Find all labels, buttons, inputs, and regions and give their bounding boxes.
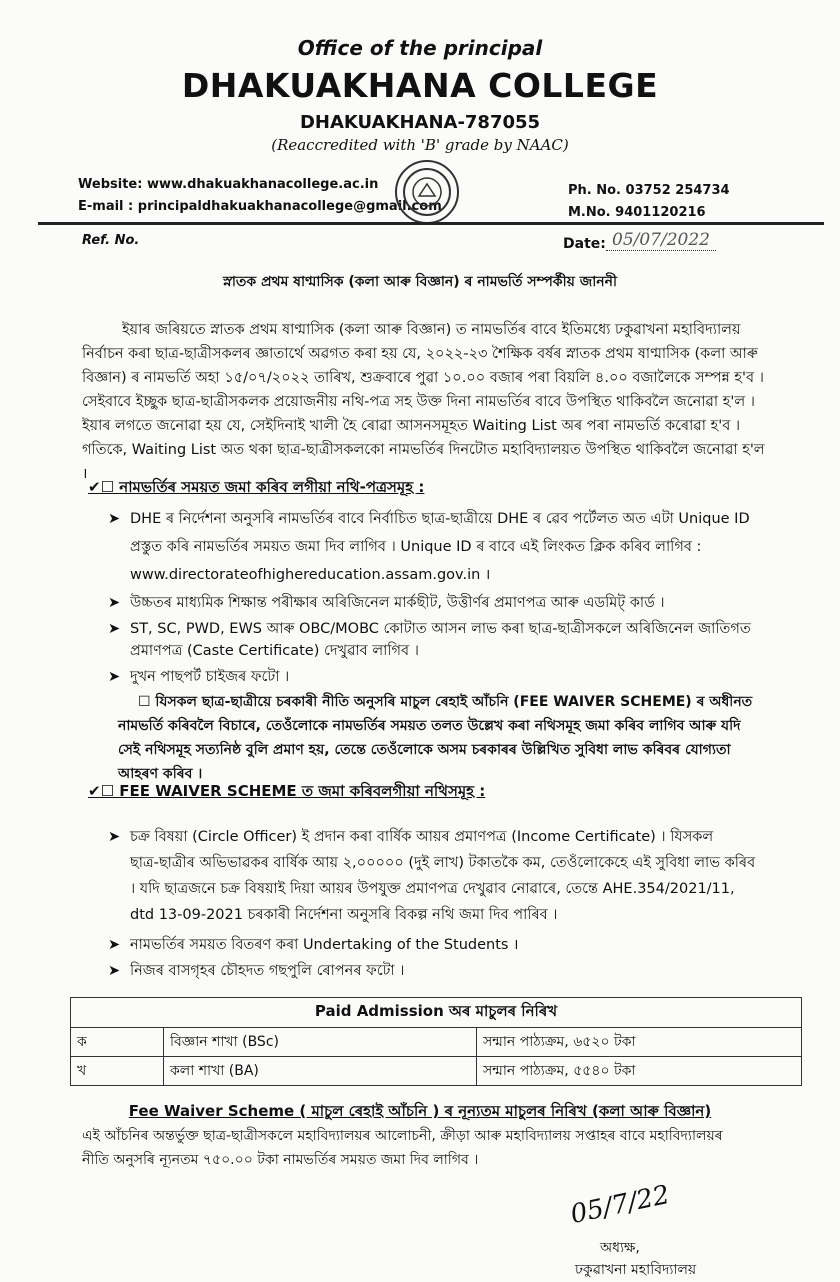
mobile-line: M.No. 9401120216 bbox=[568, 205, 706, 220]
arrow-bullet-icon: ➤ bbox=[108, 829, 121, 845]
date-label: Date: bbox=[563, 236, 606, 252]
intro-line: । bbox=[82, 466, 88, 482]
list-item: ➤ DHE ৰ নিৰ্দেশনা অনুসৰি নামভৰ্তিৰ বাবে নিৰ্বাচিত ছাত্ৰ-ছাত্ৰীয়ে DHE ৰ ৱেব পৰ্টেলত অত এটা Unique ID প্ৰস্তুত কৰি নামভৰ্তিৰ সময়ত জমা দিব লাগিব । Unique ID ৰ বাবে এই লিংকত ক্লিক কৰিব লাগিব : www.directorateofhighereducation.assam.gov.in । bbox=[108, 508, 808, 586]
list-item: ➤ চক্ৰ বিষয়া (Circle Officer) ই প্ৰদান কৰা বাৰ্ষিক আয়ৰ প্ৰমাণপত্ৰ (Income Certificate) । যিসকল ছাত্ৰ-ছাত্ৰীৰ অভিভাৱকৰ বাৰ্ষিক আয় ২,০০০০০ (দুই লাখ) টকাতকৈ কম, তেওঁলোকেহে এই সুবিধা লাভ কৰিব । যদি ছাত্ৰজনে চক্ৰ বিষয়াই দিয়া আয়ৰ উপযুক্ত প্ৰমাণপত্ৰ দেখুৱাব নোৱাৰে, তেন্তে AHE.354/2021/11, dtd 13-09-2021 চৰকাৰী নিৰ্দেশনা অনুসৰি বিকল্প নথি জমা দিব পাৰিব । bbox=[108, 826, 808, 926]
phone-line: Ph. No. 03752 254734 bbox=[568, 183, 730, 198]
notice-title: স্নাতক প্ৰথম ষাণ্মাসিক (কলা আৰু বিজ্ঞান) ৰ নামভৰ্তি সম্পৰ্কীয় জাননী bbox=[222, 274, 618, 290]
intro-line: ইয়াৰ জৰিয়তে স্নাতক প্ৰথম ষাণ্মাসিক (কলা আৰু বিজ্ঞান) ত নামভৰ্তিৰ বাবে ইতিমধ্যে ঢকুৱাখনা মহাবিদ্যালয় bbox=[122, 322, 741, 338]
table-row: খ কলা শাখা (BA) সন্মান পাঠ্যক্ৰম, ৫৫৪০ টকা bbox=[71, 1057, 802, 1086]
intro-paragraph bbox=[82, 318, 802, 486]
signature-designation: অধ্যক্ষ, bbox=[600, 1240, 640, 1256]
list-item: ➤ দুখন পাছপৰ্ট চাইজৰ ফটো । bbox=[108, 666, 808, 688]
intro-line: বিজ্ঞান) ৰ নামভৰ্তি অহা ১৫/০৭/২০২২ তাৰিখ, শুক্ৰবাৰে পুৱা ১০.০০ বজাৰ পৰা বিয়লি ৪.০০ বজালৈকে সম্পন্ন হ'ব । bbox=[82, 370, 764, 386]
accreditation-line: (Reaccredited with 'B' grade by NAAC) bbox=[271, 136, 569, 154]
college-seal-icon bbox=[395, 160, 459, 224]
list-item: ➤ নামভৰ্তিৰ সময়ত বিতৰণ কৰা Undertaking of the Students । bbox=[108, 934, 808, 956]
arrow-bullet-icon: ➤ bbox=[108, 621, 121, 637]
intro-line: ইয়াৰ লগতে জনোৱা হয় যে, সেইদিনাই খালী হৈ ৰোৱা আসনসমূহত Waiting List অৰ পৰা নামভৰ্তি কৰোৱা হ'ব । bbox=[82, 418, 741, 434]
intro-line: সেইবাবে ইচ্ছুক ছাত্ৰ-ছাত্ৰীসকলক প্ৰয়োজনীয় নথি-পত্ৰ সহ উক্ত দিনা নামভৰ্তিৰ বাবে উপস্থিত থাকিবলৈ জনোৱা হ'ল । bbox=[82, 394, 755, 410]
signature-institution: ঢকুৱাখনা মহাবিদ্যালয় bbox=[575, 1262, 697, 1278]
arrow-bullet-icon: ➤ bbox=[108, 669, 121, 685]
arrow-bullet-icon: ➤ bbox=[108, 937, 121, 953]
fee-waiver-paragraph: ☐ যিসকল ছাত্ৰ-ছাত্ৰীয়ে চৰকাৰী নীতি অনুসৰি মাচুল ৰেহাই আঁচনি (FEE WAIVER SCHEME) ৰ অধীনত নামভৰ্তি কৰিবলৈ বিচাৰে, তেওঁলোকে নামভৰ্তিৰ সময়ত তলত উল্লেখ কৰা নথিসমূহ জমা কৰিব লাগিব আৰু যদি সেই নথিসমূহ সত্যনিষ্ঠ বুলি প্ৰমাণ হয়, তেন্তে তেওঁলোকে অসম চৰকাৰৰ উল্লিখিত সুবিধা লাভ কৰিবৰ যোগ্যতা আহৰণ কৰিব । bbox=[118, 694, 753, 782]
ref-label: Ref. No. bbox=[82, 233, 140, 248]
list-item: ➤ নিজৰ বাসগৃহৰ চৌহদত গছপুলি ৰোপনৰ ফটো । bbox=[108, 960, 808, 982]
intro-line: গতিকে, Waiting List অত থকা ছাত্ৰ-ছাত্ৰীসকলকো নামভৰ্তিৰ দিনটোত মহাবিদ্যালয়ত উপস্থিত থাকিবলৈ জনোৱা হ'ল bbox=[82, 442, 765, 458]
documents-list bbox=[108, 508, 808, 688]
college-name: DHAKUAKHANA COLLEGE bbox=[181, 66, 659, 105]
dhe-link[interactable]: www.directorateofhighereducation.assam.gov.in । bbox=[130, 567, 491, 583]
fee-waiver-heading: ✔☐ FEE WAIVER SCHEME ত জমা কৰিবলগীয়া নথিসমূহ : bbox=[88, 782, 486, 800]
date-value: 05/07/2022 bbox=[606, 230, 716, 251]
arrow-bullet-icon: ➤ bbox=[108, 963, 121, 979]
footer-heading: Fee Waiver Scheme ( মাচুল ৰেহাই আঁচনি ) ৰ নূন্যতম মাচুলৰ নিৰিখ (কলা আৰু বিজ্ঞান) bbox=[128, 1102, 712, 1120]
fee-waiver-list bbox=[108, 826, 808, 982]
table-row: ক বিজ্ঞান শাখা (BSc) সন্মান পাঠ্যক্ৰম, ৬৫২০ টকা bbox=[71, 1028, 802, 1057]
footer-paragraph: এই আঁচনিৰ অন্তৰ্ভুক্ত ছাত্ৰ-ছাত্ৰীসকলে মহাবিদ্যালয়ৰ আলোচনী, ক্ৰীড়া আৰু মহাবিদ্যালয় সপ্তাহৰ বাবে মহাবিদ্যালয়ৰ নীতি অনুসৰি ন্যূনতম ৭৫০.০০ টকা নামভৰ্তিৰ সময়ত জমা দিব লাগিব । bbox=[82, 1128, 723, 1168]
website-line: Website: www.dhakuakhanacollege.ac.in bbox=[78, 177, 379, 192]
intro-line: নিৰ্বাচন কৰা ছাত্ৰ-ছাত্ৰীসকলৰ জ্ঞাতাৰ্থে অৱগত কৰা হয় যে, ২০২২-২৩ শৈক্ষিক বৰ্ষৰ স্নাতক প্ৰথম ষাণ্মাসিক (কলা আৰু bbox=[82, 346, 758, 362]
list-item: ➤ উচ্চতৰ মাধ্যমিক শিক্ষান্ত পৰীক্ষাৰ অৰিজিনেল মাৰ্কছীট, উত্তীৰ্ণৰ প্ৰমাণপত্ৰ আৰু এডমিট্ কাৰ্ড । bbox=[108, 592, 808, 614]
fees-table-header: Paid Admission অৰ মাচুলৰ নিৰিখ bbox=[71, 998, 802, 1028]
list-item: ➤ ST, SC, PWD, EWS আৰু OBC/MOBC কোটাত আসন লাভ কৰা ছাত্ৰ-ছাত্ৰীসকলে অৰিজিনেল জাতিগত প্ৰমাণপত্ৰ (Caste Certificate) দেখুৱাব লাগিব । bbox=[108, 618, 808, 662]
signature: 05/7/22 bbox=[567, 1179, 673, 1231]
documents-heading: ✔☐ নামভৰ্তিৰ সময়ত জমা কৰিব লগীয়া নথি-পত্ৰসমূহ : bbox=[88, 478, 425, 496]
email-line: E-mail : principaldhakuakhanacollege@gmail.com bbox=[78, 199, 442, 214]
header-divider bbox=[38, 222, 824, 225]
college-address: DHAKUAKHANA-787055 bbox=[299, 112, 541, 133]
arrow-bullet-icon: ➤ bbox=[108, 595, 121, 611]
arrow-bullet-icon: ➤ bbox=[108, 511, 121, 527]
office-line: Office of the principal bbox=[297, 36, 543, 60]
fees-table bbox=[70, 997, 802, 1086]
